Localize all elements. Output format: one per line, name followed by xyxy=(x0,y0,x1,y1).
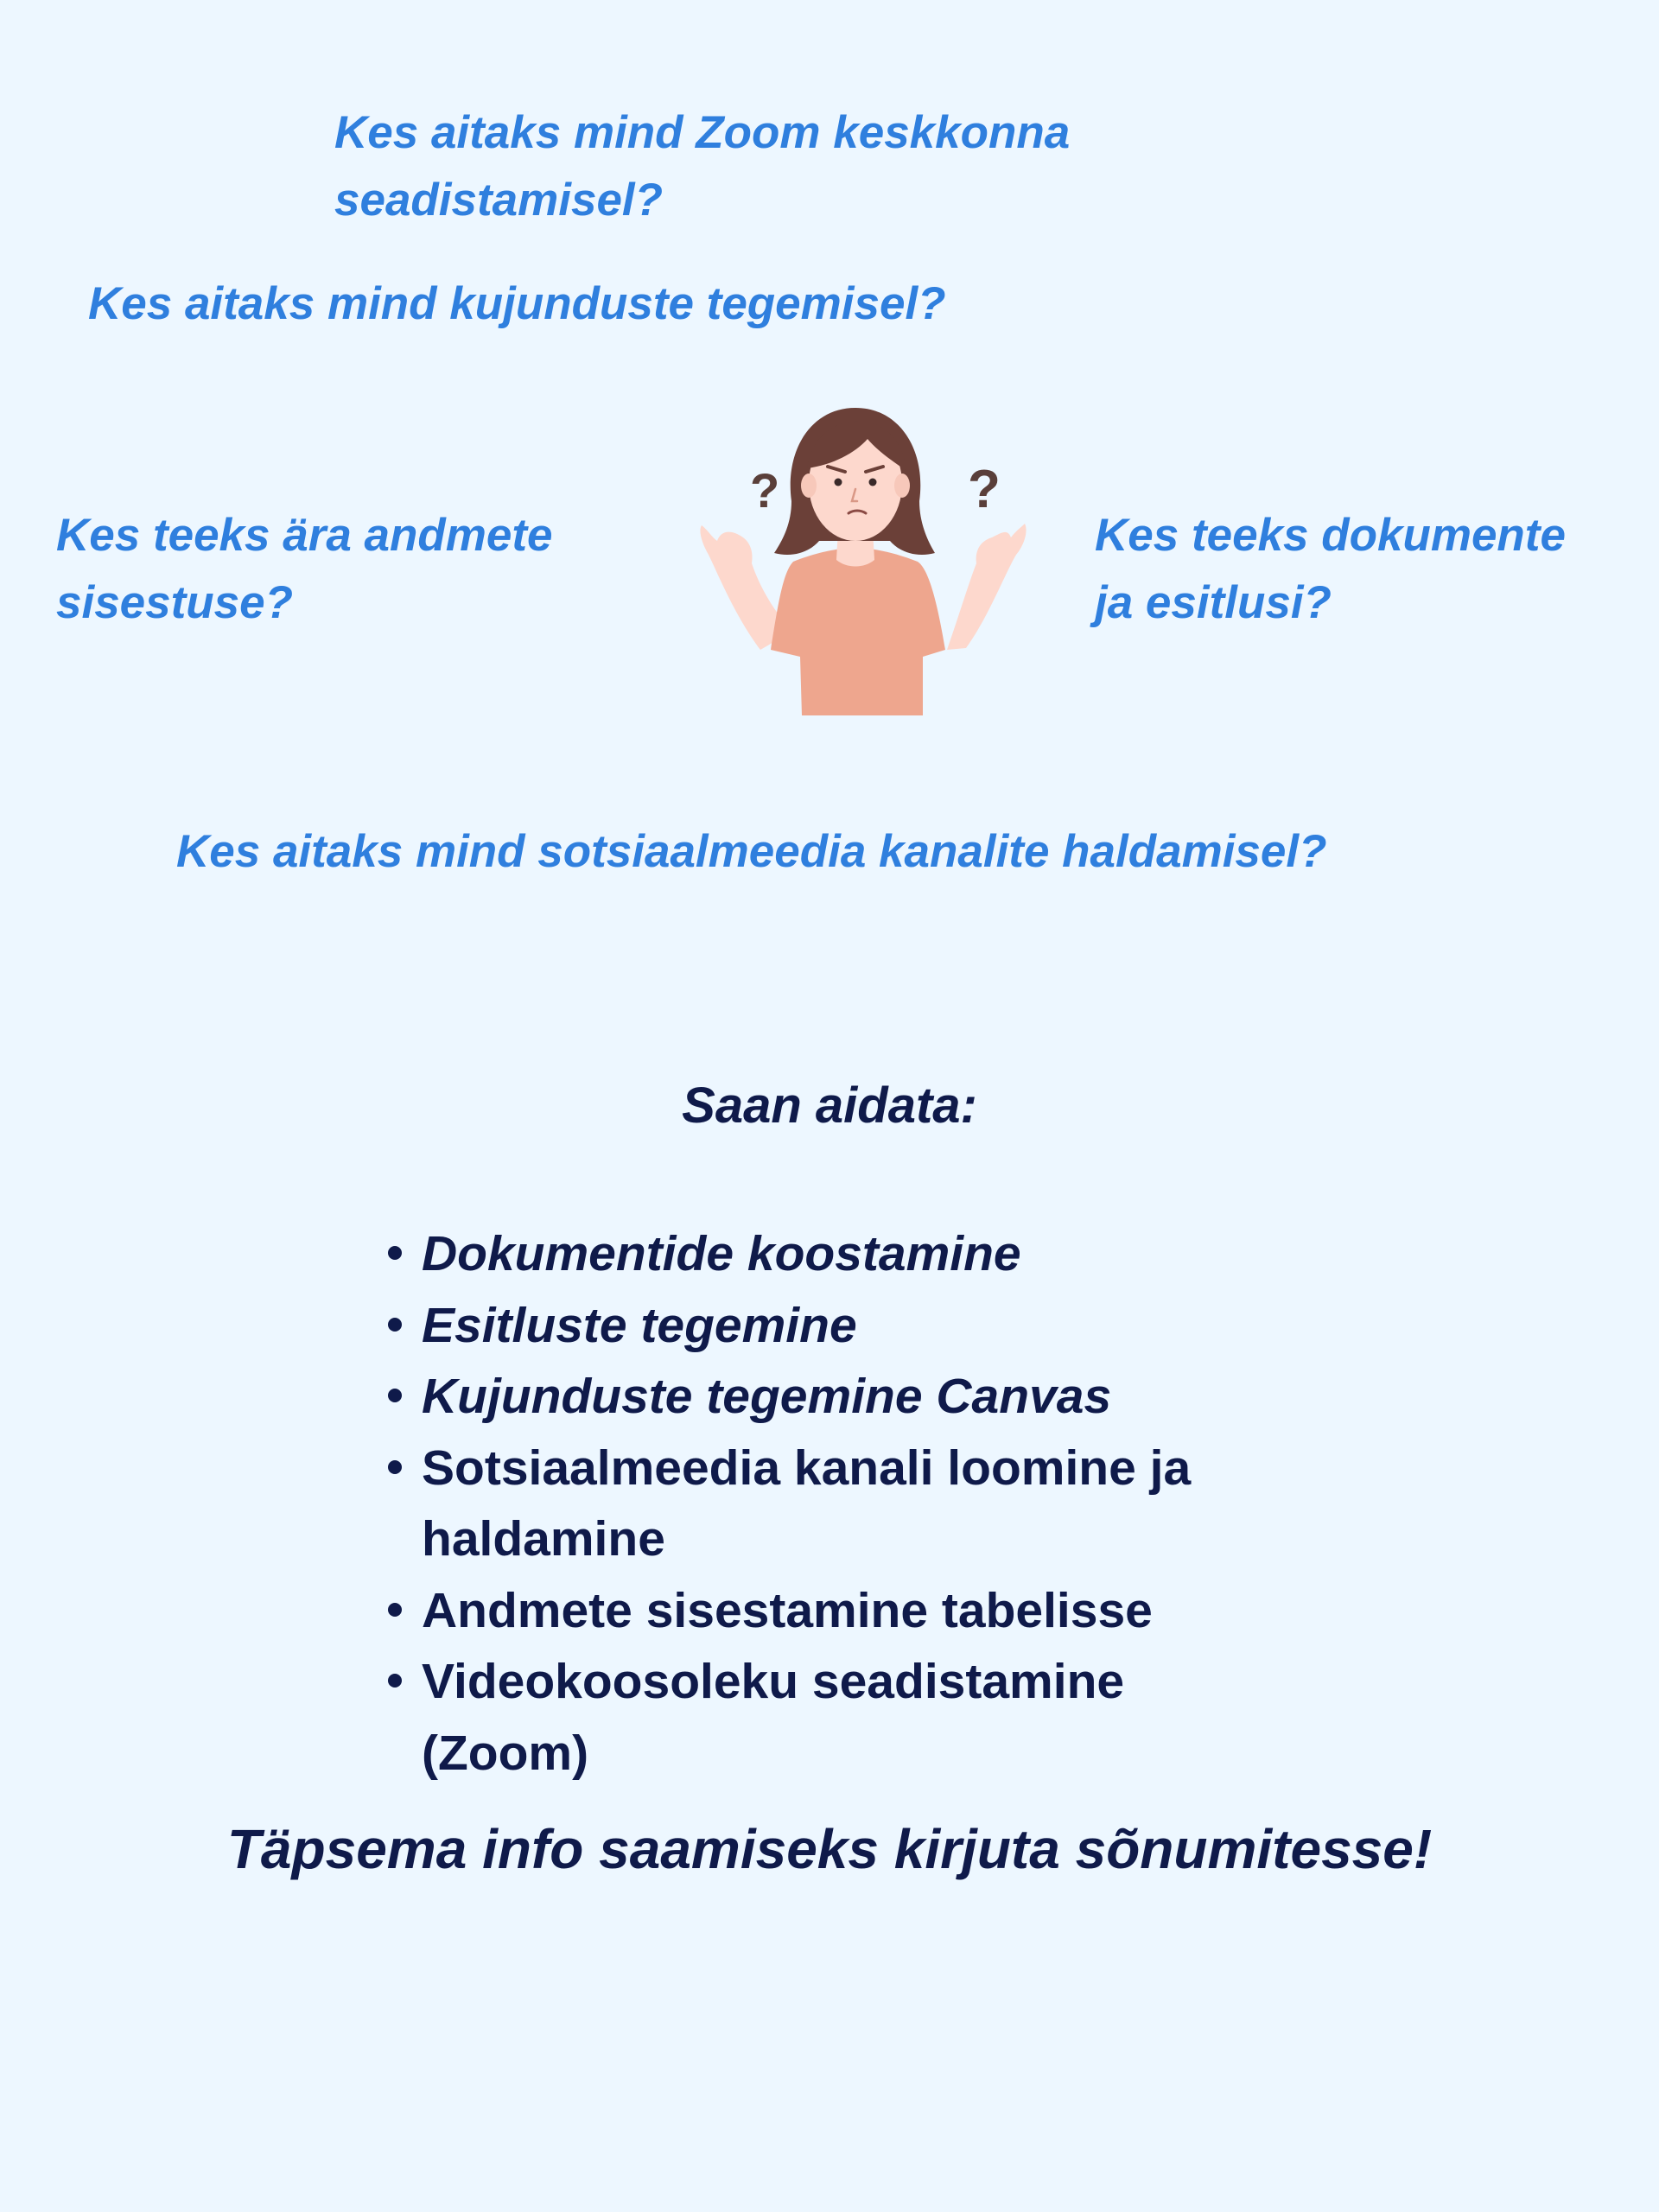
service-item: Videokoosoleku seadistamine (Zoom) xyxy=(385,1646,1335,1789)
service-item: Esitluste tegemine xyxy=(385,1290,1335,1362)
shirt xyxy=(771,548,945,715)
service-item: Andmete sisestamine tabelisse xyxy=(385,1575,1335,1647)
help-title-text: Saan aidata: xyxy=(682,1077,977,1134)
confused-woman-icon xyxy=(664,399,1044,719)
question-social-media: Kes aitaks mind sotsiaalmeedia kanalite haldamisel? xyxy=(176,826,1327,877)
service-item: Kujunduste tegemine Canvas xyxy=(385,1361,1335,1433)
question-zoom-setup: Kes aitaks mind Zoom keskkonna seadistamisel? xyxy=(334,107,1071,226)
right-ear xyxy=(894,474,910,498)
help-section-title xyxy=(0,1071,1659,1141)
left-eye xyxy=(835,479,842,486)
question-design-help: Kes aitaks mind kujunduste tegemisel? xyxy=(88,278,946,329)
contact-call-to-action: Täpsema info saamiseks kirjuta sõnumitesse! xyxy=(226,1818,1433,1880)
left-ear xyxy=(801,474,817,498)
question-mark-left: ? xyxy=(750,463,780,518)
question-mark-right: ? xyxy=(968,460,1001,519)
right-eye xyxy=(869,479,877,486)
question-data-entry: Kes teeks ära andmete sisestuse? xyxy=(56,510,553,628)
question-documents-presentations: Kes teeks dokumente ja esitlusi? xyxy=(1095,510,1566,628)
right-arm xyxy=(947,524,1027,650)
services-list xyxy=(385,1218,1335,1789)
service-item: Sotsiaalmeedia kanali loomine ja haldamine xyxy=(385,1433,1335,1575)
service-item: Dokumentide koostamine xyxy=(385,1218,1335,1290)
